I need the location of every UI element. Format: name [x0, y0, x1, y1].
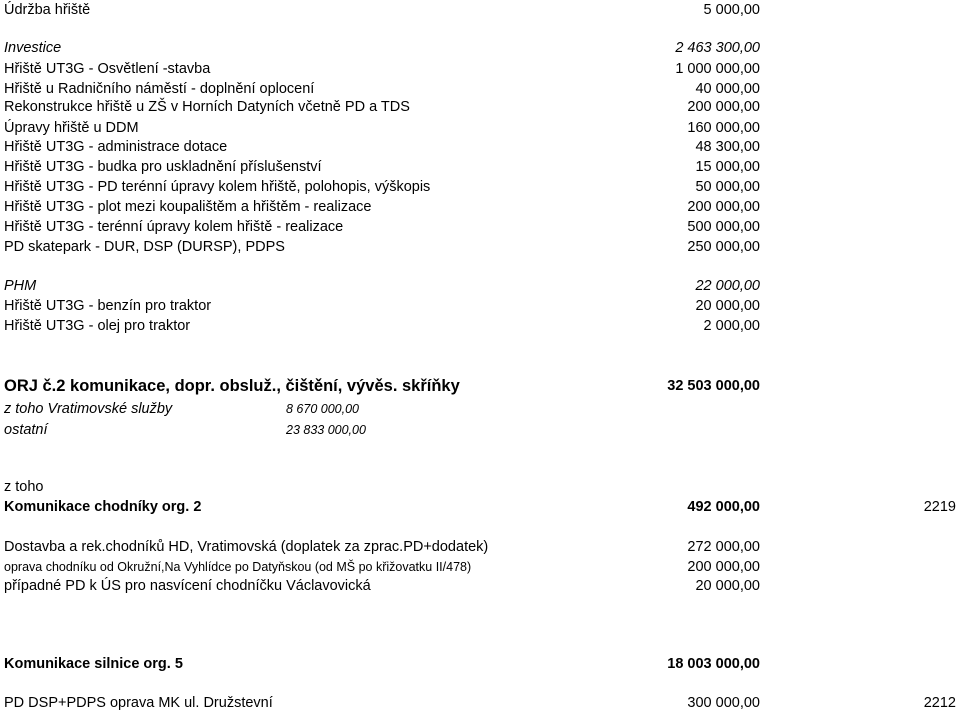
row-amount: 20 000,00: [695, 298, 760, 314]
row-label: z toho Vratimovské služby: [4, 401, 173, 417]
row-code: 2219: [923, 499, 956, 515]
section-amount: 2 463 300,00: [675, 40, 760, 56]
table-row: [0, 38, 960, 58]
row-label: oprava chodníku od Okružní,Na Vyhlídce po Datyňskou (od MŠ po křižovatku II/478): [4, 560, 472, 574]
row-amount: 15 000,00: [695, 159, 760, 175]
section-amount: 22 000,00: [695, 278, 760, 294]
row-amount: 48 300,00: [695, 139, 760, 155]
table-row: [0, 118, 960, 138]
table-row: [0, 316, 960, 336]
table-row: [0, 477, 960, 497]
row-label: PD skatepark - DUR, DSP (DURSP), PDPS: [4, 239, 285, 255]
row-amount: 50 000,00: [695, 179, 760, 195]
table-row: [0, 79, 960, 99]
section-label: Komunikace silnice org. 5: [4, 656, 183, 672]
row-amount: 20 000,00: [695, 578, 760, 594]
table-row: [0, 576, 960, 596]
row-label: Úpravy hřiště u DDM: [4, 120, 139, 136]
row-amount: 200 000,00: [687, 99, 760, 115]
row-amount: 23 833 000,00: [286, 423, 366, 437]
table-row: [0, 376, 960, 396]
row-amount: 250 000,00: [687, 239, 760, 255]
table-row: [0, 177, 960, 197]
row-label: ostatní: [4, 422, 48, 438]
row-label: PD DSP+PDPS oprava MK ul. Družstevní: [4, 695, 273, 711]
section-label: ORJ č.2 komunikace, dopr. obsluž., čištění, vývěs. skříňky: [4, 377, 460, 395]
section-amount: 18 003 000,00: [667, 656, 760, 672]
row-amount: 500 000,00: [687, 219, 760, 235]
row-amount: 160 000,00: [687, 120, 760, 136]
row-label: Hřiště UT3G - olej pro traktor: [4, 318, 191, 334]
table-row: [0, 399, 960, 419]
table-row: [0, 537, 960, 557]
table-row: [0, 197, 960, 217]
table-row: [0, 693, 960, 713]
section-label: Komunikace chodníky org. 2: [4, 499, 202, 515]
row-amount: 200 000,00: [687, 199, 760, 215]
row-amount: 1 000 000,00: [675, 61, 760, 77]
table-row: [0, 0, 960, 20]
row-label: z toho: [4, 479, 44, 495]
section-label: Investice: [4, 40, 62, 56]
row-label: případné PD k ÚS pro nasvícení chodníčku Václavovická: [4, 578, 371, 594]
table-row: [0, 654, 960, 674]
row-amount: 272 000,00: [687, 539, 760, 555]
table-row: [0, 276, 960, 296]
row-label: Hřiště UT3G - budka pro uskladnění příslušenství: [4, 159, 322, 175]
row-label: Dostavba a rek.chodníků HD, Vratimovská (doplatek za zprac.PD+dodatek): [4, 539, 489, 555]
table-row: [0, 157, 960, 177]
table-row: [0, 217, 960, 237]
table-row: [0, 237, 960, 257]
row-amount: 2 000,00: [703, 318, 760, 334]
row-label: Hřiště UT3G - plot mezi koupalištěm a hřištěm - realizace: [4, 199, 372, 215]
row-amount: 300 000,00: [687, 695, 760, 711]
row-code: 2212: [923, 695, 956, 711]
section-amount: 32 503 000,00: [667, 378, 760, 394]
row-amount: 40 000,00: [695, 81, 760, 97]
table-row: [0, 137, 960, 157]
table-row: [0, 557, 960, 577]
table-row: [0, 497, 960, 517]
section-amount: 492 000,00: [687, 499, 760, 515]
section-label: PHM: [4, 278, 37, 294]
row-label: Rekonstrukce hřiště u ZŠ v Horních Datyních včetně PD a TDS: [4, 99, 410, 115]
row-label: Hřiště UT3G - PD terénní úpravy kolem hřiště, polohopis, výškopis: [4, 179, 431, 195]
table-row: [0, 59, 960, 79]
row-label: Hřiště UT3G - terénní úpravy kolem hřiště - realizace: [4, 219, 344, 235]
row-label: Hřiště UT3G - administrace dotace: [4, 139, 228, 155]
table-row: [0, 97, 960, 117]
row-label: Údržba hřiště: [4, 2, 91, 18]
row-label: Hřiště u Radničního náměstí - doplnění oplocení: [4, 81, 315, 97]
row-label: Hřiště UT3G - Osvětlení -stavba: [4, 61, 211, 77]
row-amount: 200 000,00: [687, 559, 760, 575]
row-label: Hřiště UT3G - benzín pro traktor: [4, 298, 212, 314]
row-amount: 8 670 000,00: [286, 402, 359, 416]
row-amount: 5 000,00: [703, 2, 760, 18]
table-row: [0, 420, 960, 440]
table-row: [0, 296, 960, 316]
